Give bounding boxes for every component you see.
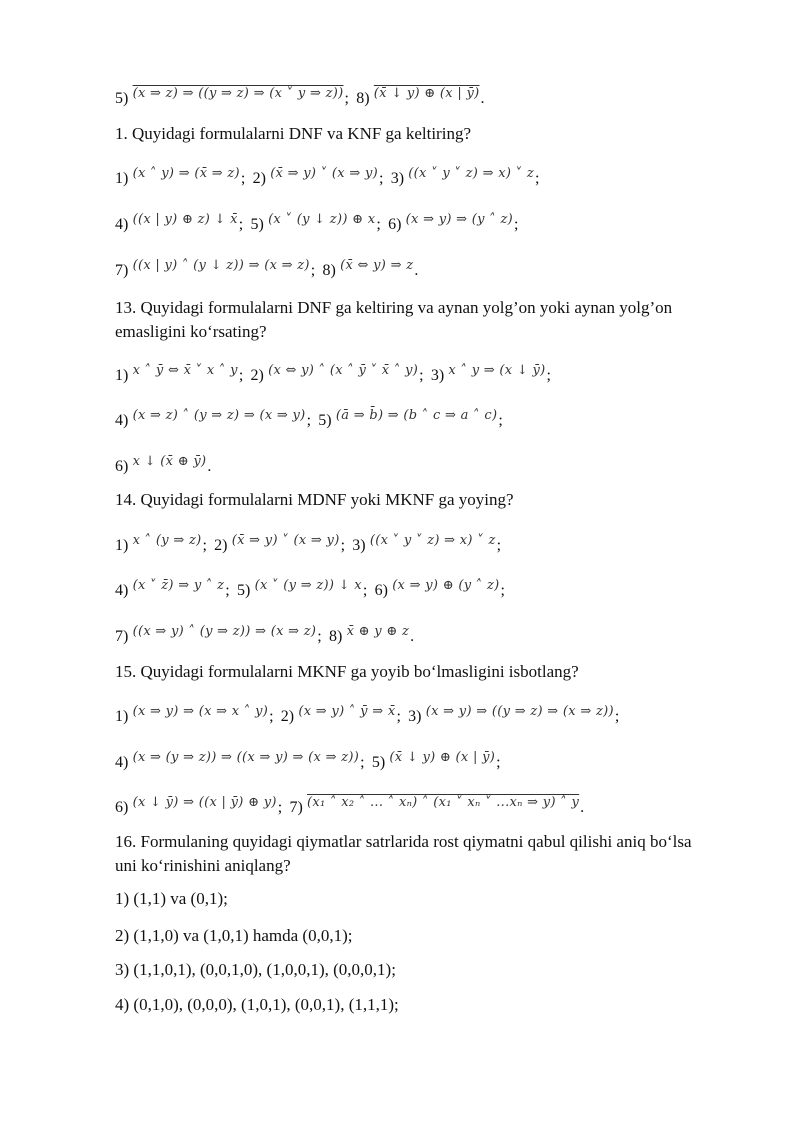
item-number: 3) — [390, 170, 405, 187]
formula: (ā ⇒ b̄) ⇒ (b ˄ c ⇒ a ˄ c) — [335, 408, 498, 423]
separator: ; — [269, 708, 274, 725]
separator: ; — [498, 412, 503, 429]
formula: ((x | y) ˄ (y ↓ z)) ⇒ (x ⇒ z) — [132, 258, 310, 273]
separator: ; — [202, 537, 207, 554]
separator: ; — [362, 582, 368, 599]
formula: (x ⇒ (y ⇒ z)) ⇒ ((x ⇒ y) ⇒ (x ⇒ z)) — [132, 750, 360, 765]
formula: (x ˅ (y ↓ z)) ⊕ x — [268, 212, 376, 227]
item-number: 8) — [322, 262, 336, 279]
item-number: 1) — [115, 708, 129, 725]
formula: x̄ ⊕ y ⊕ z — [346, 624, 410, 639]
formula: (x ⇒ y) ⊕ (y ˄ z) — [392, 578, 500, 593]
formula: (x ⇒ y) ⇒ (x ⇒ x ˄ y) — [132, 704, 269, 719]
formula-line — [115, 580, 508, 602]
item-number: 5) — [371, 754, 386, 771]
formula: ((x ˅ y ˅ z) ⇒ x) ˅ z — [369, 533, 496, 548]
formula-line — [115, 752, 504, 774]
formula-line — [115, 410, 506, 432]
item-number: 7) — [289, 799, 303, 816]
separator: ; — [614, 708, 620, 725]
item-number: 7) — [115, 262, 129, 279]
separator: ; — [496, 537, 502, 554]
formula-line — [115, 260, 421, 282]
separator: . — [410, 628, 415, 645]
separator: . — [414, 262, 419, 279]
formula: (x̄ ⇒ y) ˅ (x ⇒ y) — [270, 166, 379, 181]
formula: x ˄ (y ⇒ z) — [132, 533, 202, 548]
formula: (x̄ ⇔ y) ⇒ z — [340, 258, 414, 273]
separator: ; — [546, 367, 551, 384]
separator: ; — [238, 216, 244, 233]
formula: (x̄ ↓ y) ⊕ (x | ȳ) — [389, 750, 496, 765]
formula-line — [115, 706, 622, 728]
separator: ; — [376, 216, 381, 233]
separator: ; — [379, 170, 384, 187]
formula-line — [115, 456, 214, 478]
item-number: 8) — [356, 90, 370, 107]
section-heading: 14. Quyidagi formulalarni MDNF yoki MKNF ga yoying? — [115, 490, 514, 509]
formula: x ↓ (x̄ ⊕ ȳ) — [132, 454, 207, 469]
item-number: 2) — [280, 708, 295, 725]
item-number: 3) — [352, 537, 366, 554]
item-number: 2) — [252, 170, 266, 187]
item-number: 5) — [115, 90, 129, 107]
separator: ; — [535, 170, 540, 187]
item-number: 5) — [237, 582, 251, 599]
separator: ; — [514, 216, 519, 233]
formula: (x ⇒ y) ⇒ (y ˄ z) — [405, 212, 514, 227]
section-heading: 1. Quyidagi formulalarni DNF va KNF ga keltiring? — [115, 124, 471, 143]
separator: ; — [500, 582, 505, 599]
separator: ; — [344, 90, 349, 107]
formula-line — [115, 535, 504, 557]
formula-line — [115, 797, 587, 819]
formula-line — [115, 88, 488, 110]
formula: (x̄ ↓ y) ⊕ (x | ȳ) — [373, 86, 480, 101]
formula: ((x ˅ y ˅ z) ⇒ x) ˅ z — [408, 166, 535, 181]
formula: (x ˅ z̄) ⇒ y ˄ z — [132, 578, 225, 593]
separator: . — [207, 458, 212, 475]
item-number: 1) — [115, 537, 129, 554]
item-number: 4) — [115, 412, 129, 429]
formula: (x ⇒ y) ˄ ȳ ⇒ x̄ — [298, 704, 396, 719]
item-number: 6) — [388, 216, 402, 233]
formula: ((x ⇒ y) ˄ (y ⇒ z)) ⇒ (x ⇒ z) — [132, 624, 317, 639]
formula-line — [115, 365, 554, 387]
formula-line — [115, 626, 417, 648]
formula: (x ⇔ y) ˄ (x ˄ ȳ ˅ x̄ ˄ y) — [268, 363, 419, 378]
item-number: 3) — [430, 367, 445, 384]
formula: x ˄ ȳ ⇔ x̄ ˅ x ˄ y — [132, 363, 238, 378]
item-number: 4) — [115, 754, 129, 771]
separator: ; — [317, 628, 322, 645]
formula-line — [115, 168, 543, 190]
separator: ; — [419, 367, 424, 384]
section-heading: 15. Quyidagi formulalarni MKNF ga yoyib bo‘lmasligini isbotlang? — [115, 662, 579, 681]
item-number: 7) — [115, 628, 129, 645]
formula: (x̄ ⇒ y) ˅ (x ⇒ y) — [231, 533, 340, 548]
separator: ; — [306, 412, 312, 429]
separator: ; — [396, 708, 401, 725]
separator: . — [580, 799, 585, 816]
item-number: 5) — [250, 216, 264, 233]
item-number: 4) — [115, 216, 129, 233]
item-number: 5) — [318, 412, 332, 429]
item-number: 8) — [329, 628, 343, 645]
item-number: 2) — [214, 537, 228, 554]
item-number: 6) — [115, 799, 129, 816]
formula: (x ⇒ y) ⇒ ((y ⇒ z) ⇒ (x ⇒ z)) — [425, 704, 614, 719]
formula: (x ⇒ z) ⇒ ((y ⇒ z) ⇒ (x ˅ y ⇒ z)) — [132, 86, 344, 101]
separator: ; — [360, 754, 365, 771]
formula: (x ˅ (y ⇒ z)) ↓ x — [254, 578, 362, 593]
separator: ; — [340, 537, 346, 554]
separator: . — [480, 90, 485, 107]
item-number: 6) — [374, 582, 388, 599]
item-number: 4) — [115, 582, 129, 599]
item-number: 6) — [115, 458, 129, 475]
formula: (x ↓ ȳ) ⇒ ((x | ȳ) ⊕ y) — [132, 795, 277, 810]
separator: ; — [277, 799, 283, 816]
answer-line: 4) (0,1,0), (0,0,0), (1,0,1), (0,0,1), (1,1,1); — [115, 995, 399, 1014]
answer-line: 1) (1,1) va (0,1); — [115, 889, 228, 908]
answer-line: 3) (1,1,0,1), (0,0,1,0), (1,0,0,1), (0,0,0,1); — [115, 960, 396, 979]
separator: ; — [310, 262, 316, 279]
formula: ((x | y) ⊕ z) ↓ x̄ — [132, 212, 238, 227]
answer-line: 2) (1,1,0) va (1,0,1) hamda (0,0,1); — [115, 926, 353, 945]
separator: ; — [225, 582, 230, 599]
item-number: 1) — [115, 170, 129, 187]
formula: (x₁ ˄ x₂ ˄ ... ˄ xₙ) ˄ (x₁ ˅ xₙ ˅ ...xₙ ⇒ y) ˄ y — [307, 795, 580, 810]
separator: ; — [496, 754, 501, 771]
item-number: 1) — [115, 367, 129, 384]
formula: (x ˄ y) ⇒ (x̄ ⇒ z) — [132, 166, 240, 181]
separator: ; — [240, 170, 246, 187]
formula-line — [115, 214, 521, 236]
item-number: 3) — [408, 708, 422, 725]
item-number: 2) — [250, 367, 264, 384]
formula: x ˄ y ⇒ (x ↓ ȳ) — [448, 363, 546, 378]
section-heading: 13. Quyidagi formulalarni DNF ga keltiring va aynan yolg’on yoki aynan yolg’on emasligini ko‘rsating? — [115, 298, 673, 341]
section-heading: 16. Formulaning quyidagi qiymatlar satrlarida rost qiymatni qabul qilishi aniq bo‘lsa uni ko‘rinishini aniqlang? — [115, 832, 692, 875]
separator: ; — [238, 367, 244, 384]
formula: (x ⇒ z) ˄ (y ⇒ z) ⇒ (x ⇒ y) — [132, 408, 306, 423]
